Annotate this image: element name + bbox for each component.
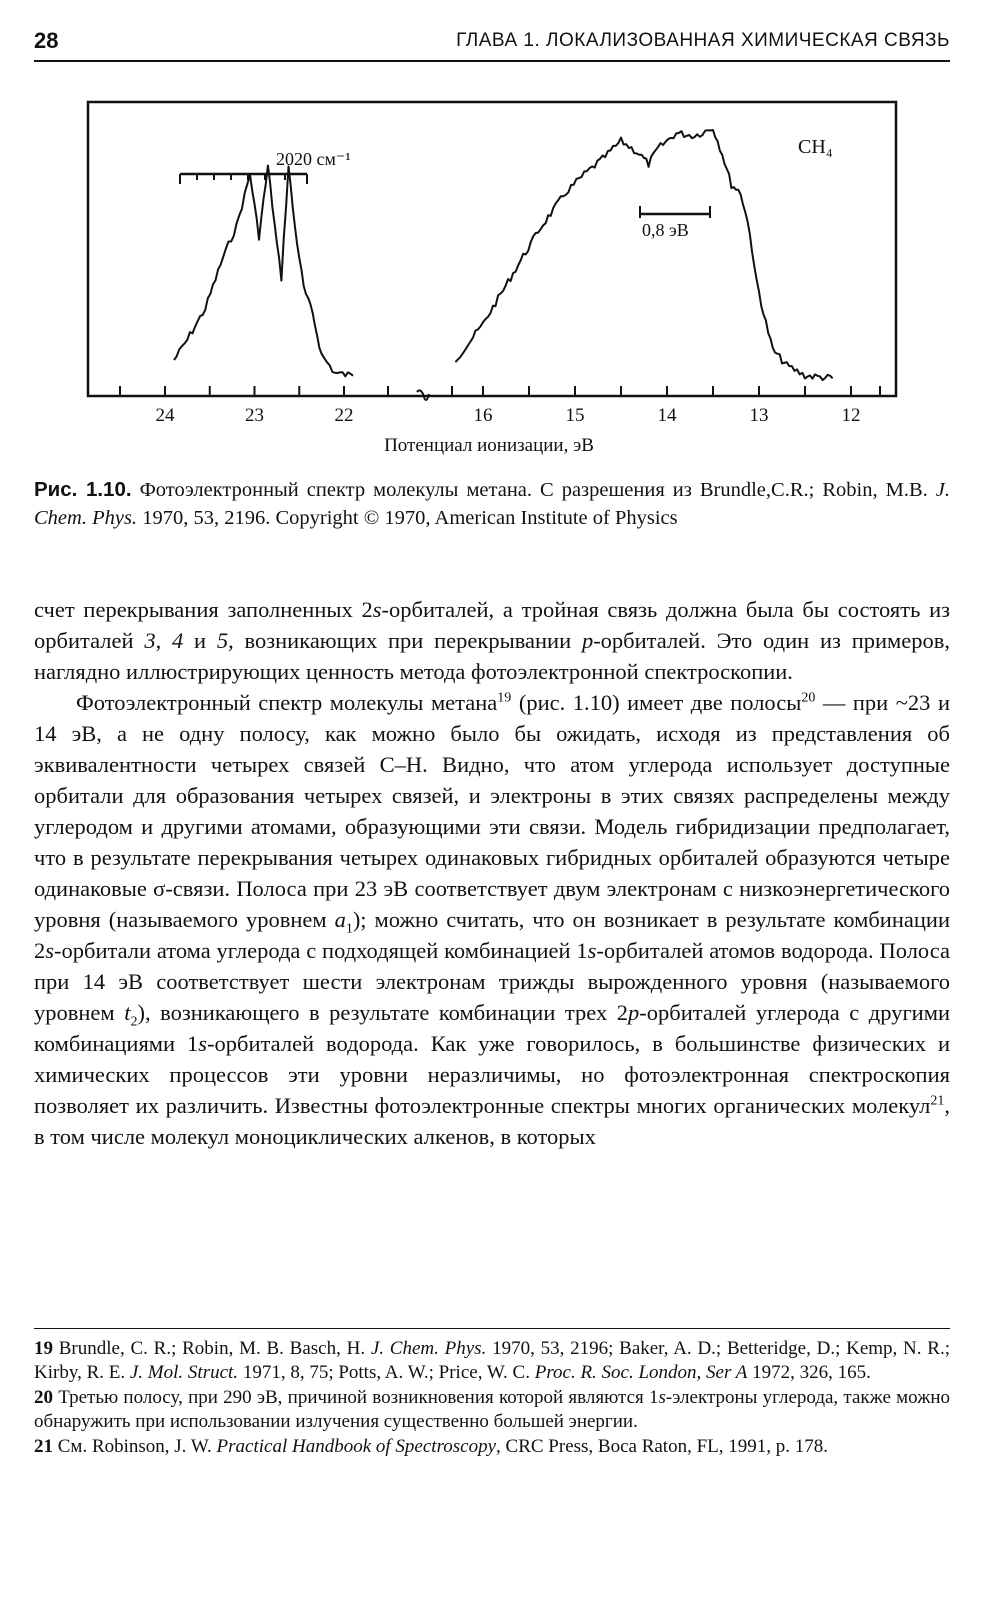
paragraph: Фотоэлектронный спектр молекулы метана$^{19}$ (рис. 1.10) имеет две полосы$^{20}$ — при ~23 и 14 эВ, а не одну полосу, как можно было бы ожидать, исходя из представления об эквивалентности четырех связей С–Н. Видно, что атом углерода использует доступные орбитали для образования четырех связей, и электроны в этих связях распределены между углеродом и другими атомами, образующими эти связи. Модель гибридизации предполагает, что в результате перекрывания четырех одинаковых гибридных орбиталей образуются четыре одинаковые σ-связи. Полоса при 23 эВ соответствует двум электронам с низкоэнергетического уровня (называемого уровнем $a_1$); можно считать, что он возникает в результате комбинации 2s-орбитали атома углерода с подходящей комбинацией 1s-орбиталей атомов водорода. Полоса при 14 эВ соответствует шести электронам трижды вырожденного уровня (называемого уровнем $t_2$), возникающего в результате комбинации трех 2p-орбиталей углерода с другими комбинациями 1s-орбиталей водорода. Как уже говорилось, в большинстве физических и химических процессов эти уровни неразличимы, но фотоэлектронная спектроскопия позволяет их различить. Известны фотоэлектронные спектры многих органических молекул$^{21}$, в том числе молекул моноциклических алкенов, в которых [34, 690, 951, 1149]
body-text [34, 594, 950, 1152]
scale-bar-right-label: 0,8 эВ [642, 220, 689, 240]
x-tick-label: 22 [334, 405, 354, 426]
footnote-ref-21: 21 [930, 1093, 945, 1109]
x-tick-label: 16 [473, 405, 493, 426]
caption-journal: J. Chem. Phys. [34, 479, 950, 529]
spectrum-series-2 [455, 130, 832, 380]
x-tick-label: 13 [749, 405, 769, 426]
spectrum-chart [0, 90, 1006, 470]
x-axis-label: Потенциал ионизации, эВ [384, 435, 594, 456]
figure-caption [34, 476, 950, 532]
footnote-21: 21 См. Robinson, J. W. Practical Handbook of Spectroscopy, CRC Press, Boca Raton, FL, 1991, p. 178. [34, 1436, 829, 1457]
footnote-ref-19: 19 [497, 690, 512, 706]
spectrum-series-1 [174, 166, 353, 377]
page-number: 28 [34, 28, 59, 53]
spectrum-curves [174, 130, 833, 380]
running-header [34, 26, 950, 62]
footnotes [34, 1328, 950, 1460]
footnote-ref-20: 20 [801, 690, 816, 706]
x-tick-label: 15 [565, 405, 585, 426]
footnote-19: 19 Brundle, C. R.; Robin, M. B. Basch, H. J. Chem. Phys. 1970, 53, 2196; Baker, A. D.; Betteridge, D.; Kemp, N. R.; Kirby, R. E. J. Mol. Struct. 1971, 8, 75; Potts, A. W.; Price, W. C. Proc. R. Soc. London, Ser A 1972, 326, 165. [34, 1338, 950, 1383]
footnote-20: 20 Третью полосу, при 290 эВ, причиной возникновения которой являются 1s-электроны углерода, также можно обнаружить при использовании излучения существенно большей энергии. [34, 1387, 950, 1432]
scale-bar-right [640, 206, 710, 218]
caption-label: Рис. 1.10. [34, 478, 132, 501]
x-tick-label: 24 [155, 405, 175, 426]
x-tick-label: 14 [657, 405, 677, 426]
x-tick-label: 12 [841, 405, 861, 426]
molecule-label: CH₄ [798, 136, 833, 158]
caption-text: Фотоэлектронный спектр молекулы метана. С разрешения из Brundle,C.R.; Robin, M.B. [131, 479, 936, 501]
x-tick-label: 23 [245, 405, 264, 426]
caption-text: 1970, 53, 2196. Copyright © 1970, American Institute of Physics [137, 507, 678, 529]
x-axis-ticks [120, 386, 880, 426]
chapter-title: ГЛАВА 1. ЛОКАЛИЗОВАННАЯ ХИМИЧЕСКАЯ СВЯЗЬ [456, 30, 950, 51]
paragraph: счет перекрывания заполненных 2s-орбиталей, а тройная связь должна была бы состоять из орбиталей 3, 4 и 5, возникающих при перекрывании p-орбиталей. Это один из примеров, наглядно иллюстрирующих ценность метода фотоэлектронной спектроскопии. [34, 597, 950, 684]
figure-1-10 [0, 90, 1006, 470]
scale-bar-left-label: 2020 см⁻¹ [276, 149, 351, 169]
